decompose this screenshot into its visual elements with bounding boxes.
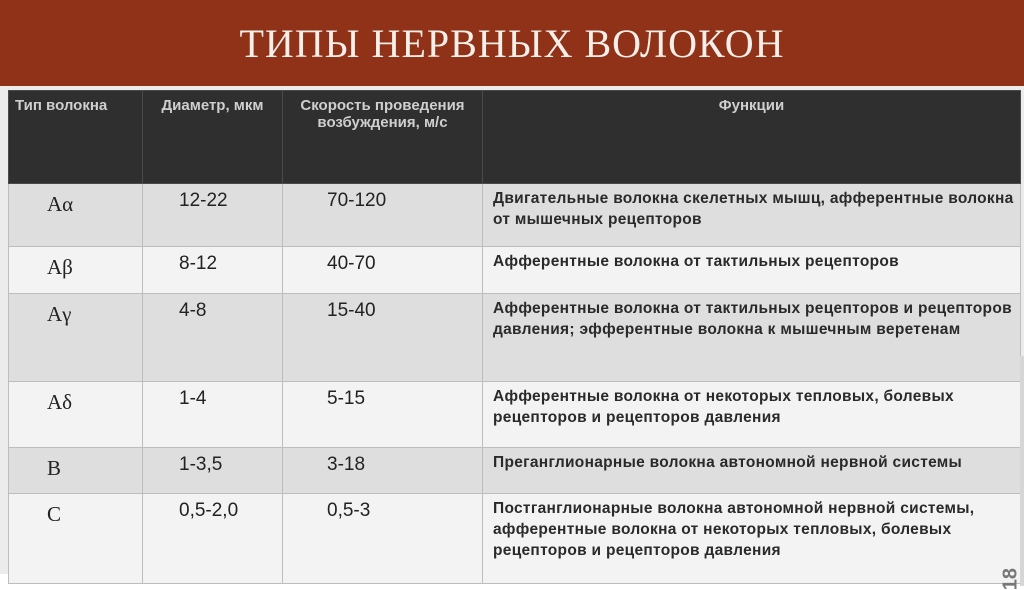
cell-function: Афферентные волокна от некоторых тепловых, болевых рецепторов и рецепторов давления — [483, 382, 1021, 448]
cell-speed: 70-120 — [283, 184, 483, 247]
header-speed: Скорость проведения возбуждения, м/с — [283, 91, 483, 184]
table-row — [9, 382, 1021, 448]
cell-fiber-type: Aβ — [9, 247, 143, 294]
table-header-row — [9, 91, 1021, 184]
cell-diameter: 0,5-2,0 — [143, 494, 283, 584]
cell-fiber-type: C — [9, 494, 143, 584]
cell-diameter: 8-12 — [143, 247, 283, 294]
title-bar — [0, 0, 1024, 86]
table-row — [9, 448, 1021, 494]
header-diameter: Диаметр, мкм — [143, 91, 283, 184]
edge-stripe — [1020, 356, 1024, 586]
cell-speed: 3-18 — [283, 448, 483, 494]
table-row — [9, 294, 1021, 382]
table-row — [9, 184, 1021, 247]
cell-diameter: 4-8 — [143, 294, 283, 382]
cell-function: Афферентные волокна от тактильных рецепторов и рецепторов давления; эфферентные волокна к мышечным веретенам — [483, 294, 1021, 382]
cell-speed: 40-70 — [283, 247, 483, 294]
cell-diameter: 12-22 — [143, 184, 283, 247]
cell-function: Афферентные волокна от тактильных рецепторов — [483, 247, 1021, 294]
table-sheet — [0, 86, 1024, 574]
cell-function: Двигательные волокна скелетных мышц, афферентные волокна от мышечных рецепторов — [483, 184, 1021, 247]
table-row — [9, 247, 1021, 294]
page-number: 18 — [999, 568, 1021, 590]
table-row — [9, 494, 1021, 584]
slide-title: ТИПЫ НЕРВНЫХ ВОЛОКОН — [239, 20, 785, 66]
cell-fiber-type: Aδ — [9, 382, 143, 448]
cell-fiber-type: Aγ — [9, 294, 143, 382]
cell-fiber-type: Aα — [9, 184, 143, 247]
cell-function: Преганглионарные волокна автономной нервной системы — [483, 448, 1021, 494]
cell-function: Постганглионарные волокна автономной нервной системы, афферентные волокна от некоторых тепловых, болевых рецепторов и рецепторов давления — [483, 494, 1021, 584]
cell-fiber-type: B — [9, 448, 143, 494]
header-functions: Функции — [483, 91, 1021, 184]
cell-speed: 5-15 — [283, 382, 483, 448]
cell-diameter: 1-3,5 — [143, 448, 283, 494]
header-fiber-type: Тип волокна — [9, 91, 143, 184]
cell-speed: 15-40 — [283, 294, 483, 382]
cell-speed: 0,5-3 — [283, 494, 483, 584]
cell-diameter: 1-4 — [143, 382, 283, 448]
nerve-fiber-table — [8, 90, 1021, 584]
